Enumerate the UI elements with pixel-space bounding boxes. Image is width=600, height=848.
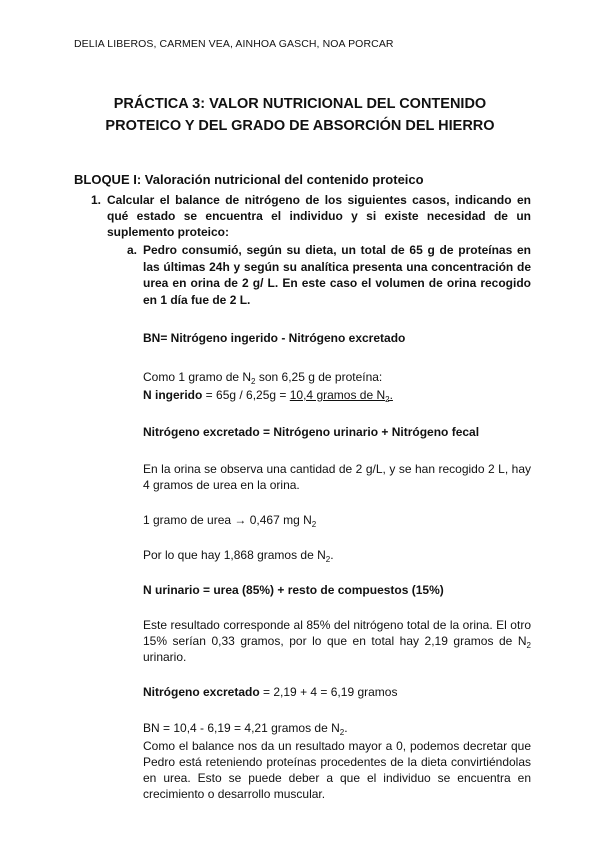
- n-ingerido-result-text: 10,4 gramos de N: [289, 388, 386, 402]
- n-ingerido-end: .: [389, 388, 393, 402]
- n-excretado-result-line: [143, 684, 531, 700]
- n-ingerido-equation: = 65g / 6,25g =: [202, 388, 290, 402]
- bn-result-line: [143, 720, 531, 736]
- item-1-text: Calcular el balance de nitrógeno de los siguientes casos, indicando en qué estado se encuentra el individuo y si existe necesidad de un suplemento proteico:: [107, 193, 531, 239]
- item-a-text: Pedro consumió, según su dieta, un total de 65 g de proteínas en las últimas 24h y según su analítica presenta una concentración de urea en orina de 2 g/ L. En este caso el volumen de orina recogido en 1 día fue de 2 L.: [143, 243, 531, 307]
- urea-conversion-text: 1 gramo de urea → 0,467 mg N: [143, 513, 312, 527]
- n2-amount-line: [143, 547, 531, 563]
- n-excretado-equation: = 2,19 + 4 = 6,19 gramos: [259, 685, 398, 699]
- item-1-marker: 1.: [91, 193, 102, 207]
- urea-conversion-sub: 2: [311, 520, 317, 529]
- n2-amount-sub: 2: [325, 555, 331, 564]
- bn-result-text: BN = 10,4 - 6,19 = 4,21 gramos de N: [143, 721, 340, 735]
- bn-formula: BN= Nitrógeno ingerido - Nitrógeno excretado: [143, 331, 406, 345]
- page-title-line-2: PROTEICO Y DEL GRADO DE ABSORCIÓN DEL HIERRO: [105, 118, 495, 134]
- urea-conversion-line: [143, 512, 531, 528]
- resultado-text: Este resultado corresponde al 85% del nitrógeno total de la orina. El otro 15% serían 0,33 gramos, por lo que en total hay 2,19 gramos de N: [143, 618, 531, 648]
- item-a-marker: a.: [127, 243, 138, 257]
- n-urinario-formula: N urinario = urea (85%) + resto de compuestos (15%): [143, 583, 444, 597]
- n-ingerido-label: N ingerido: [143, 388, 203, 402]
- conversion-text-a: Como 1 gramo de N: [143, 370, 252, 384]
- resultado-end: urinario.: [143, 650, 187, 664]
- section-heading: BLOQUE I: Valoración nutricional del contenido proteico: [74, 172, 424, 187]
- conversion-line: [143, 369, 531, 385]
- n-excretado-formula: Nitrógeno excretado = Nitrógeno urinario + Nitrógeno fecal: [143, 425, 480, 439]
- page-title-line-1: PRÁCTICA 3: VALOR NUTRICIONAL DEL CONTENIDO: [113, 96, 487, 112]
- bn-result-end: .: [344, 721, 348, 735]
- sub-item-a: [127, 242, 531, 308]
- n-ingerido-result: [290, 388, 393, 402]
- conversion-sub: 2: [251, 377, 256, 386]
- resultado-sub: 2: [526, 641, 531, 650]
- bn-result-sub: 2: [339, 728, 345, 737]
- n-ingerido-sub: 2: [385, 395, 390, 404]
- authors-header: DELIA LIBEROS, CARMEN VEA, AINHOA GASCH, NOA PORCAR: [74, 38, 394, 50]
- n2-amount-end: .: [330, 548, 334, 562]
- orina-paragraph: En la orina se observa una cantidad de 2 g/L, y se han recogido 2 L, hay 4 gramos de urea en la orina.: [143, 462, 531, 492]
- numbered-item-1: [91, 192, 531, 240]
- conclusion-paragraph: Como el balance nos da un resultado mayor a 0, podemos decretar que Pedro está reteniendo proteínas procedentes de la dieta convirtiéndolas en urea. Esto se puede deber a que el individuo se encuentra en crecimiento o desarrollo muscular.: [143, 739, 531, 801]
- n-excretado-label: Nitrógeno excretado: [143, 685, 260, 699]
- n-ingerido-line: [143, 387, 531, 403]
- n2-amount-text: Por lo que hay 1,868 gramos de N: [143, 548, 326, 562]
- resultado-paragraph: [143, 617, 531, 665]
- conversion-text-b: son 6,25 g de proteína:: [255, 370, 383, 384]
